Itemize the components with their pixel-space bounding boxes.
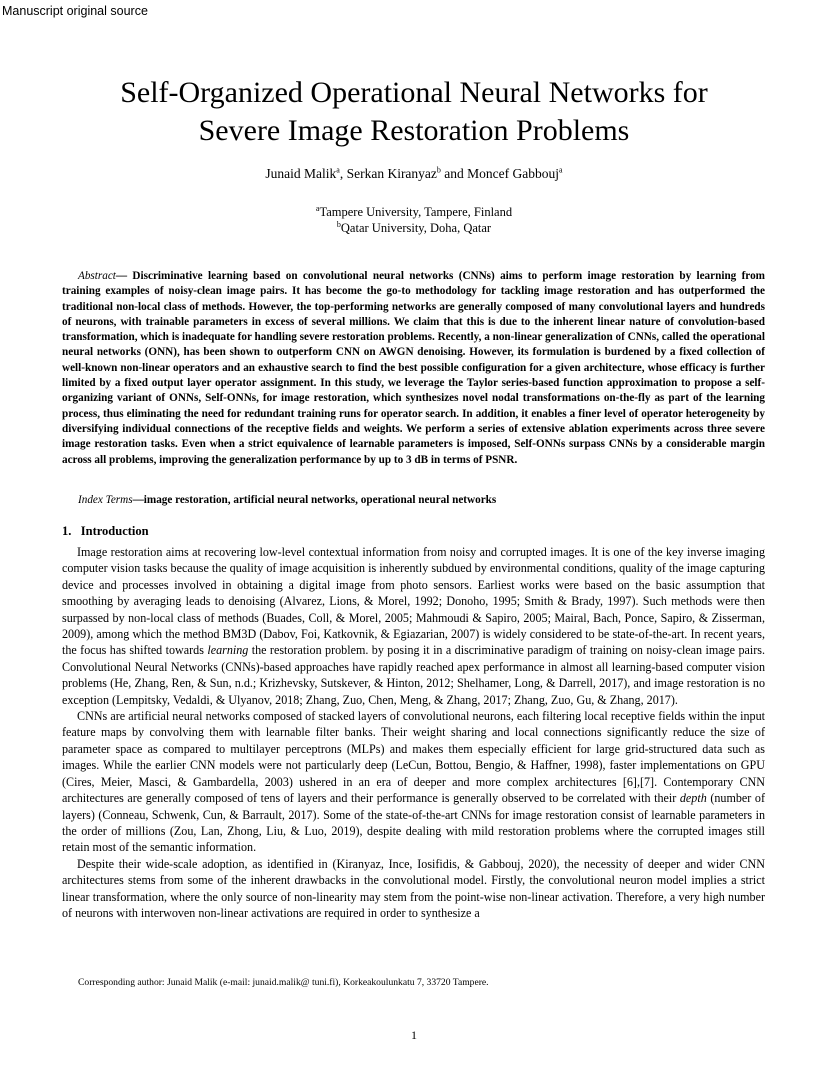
affiliation-line [60, 220, 768, 236]
index-terms [62, 493, 765, 508]
manuscript-label: Manuscript original source [2, 4, 148, 18]
author-separator: and [440, 166, 468, 181]
abstract-text: — Discriminative learning based on convolutional neural networks (CNNs) aims to perform image restoration by learning from training examples of noisy-clean image pairs. It has become the go-to methodology for tackling image restoration and has outperformed the traditional non-local class of methods. However, the top-performing networks are generally composed of many convolutional layers and hundreds of neurons, with trainable parameters in excess of several millions. We claim that this is due to the inherent linear nature of convolution-based transformation, which is inadequate for handling severe restoration problems. Recently, a non-linear generalization of CNNs, called the operational neural networks (ONN), has been shown to outperform CNN on AWGN denoising. However, its formulation is burdened by a fixed collection of well-known non-linear operators and an exhaustive search to find the best possible configuration for a given architecture, whose efficacy is further limited by a fixed output layer operator assignment. In this study, we leverage the Taylor series-based function approximation to propose a self-organizing variant of ONNs, Self-ONNs, for image restoration, which synthesizes novel nodal transformations on-the-fly as part of the learning process, thus eliminating the need for redundant training runs for operator search. In addition, it enables a finer level of operator heterogeneity by diversifying individual connections of the receptive fields and weights. We perform a series of extensive ablation experiments across three severe image restoration tasks. Even when a strict equivalence of learnable parameters is imposed, Self-ONNs surpass CNNs by a considerable margin across all problems, improving the generalization performance by up to 3 dB in terms of PSNR. [62, 270, 765, 466]
paragraph [62, 544, 765, 708]
paragraph-text: (number of layers) (Conneau, Schwenk, Cun, & Barrault, 2017). Some of the state-of-the-art CNNs for image restoration consist of learnable parameters in the order of millions (Zou, Lan, Zhong, Liu, & Luo, 2019), despite dealing with mild restoration problems where the corrupted images still retain most of the semantic information. [62, 791, 766, 855]
section-heading: 1. Introduction [62, 524, 149, 538]
author-name: Junaid Malik [265, 166, 337, 181]
affiliation-text: Qatar University, Doha, Qatar [340, 221, 492, 235]
affiliation-text: Tampere University, Tampere, Finland [319, 205, 513, 219]
index-terms-text: —image restoration, artificial neural networks, operational neural networks [132, 494, 497, 506]
affiliation-mark: a [315, 203, 320, 213]
title-line-2: Severe Image Restoration Problems [198, 114, 630, 147]
author-name: Serkan Kiranyaz [346, 166, 437, 181]
affiliation-mark: b [336, 219, 341, 229]
emphasis-text: learning [207, 643, 249, 658]
introduction-body [62, 544, 765, 921]
page-number: 1 [411, 1028, 417, 1042]
abstract-label: Abstract [78, 270, 116, 282]
title-line-1: Self-Organized Operational Neural Networks for [120, 76, 708, 109]
footnote: Corresponding author: Junaid Malik (e-mail: junaid.malik@ tuni.fi), Korkeakoulunkatu 7, 33720 Tampere. [78, 977, 489, 988]
index-terms-label: Index Terms [78, 494, 133, 506]
paragraph-text: Image restoration aims at recovering low-level contextual information from noisy and corrupted images. It is one of the key inverse imaging computer vision tasks because the quality of image acquisition is inherently subdued by environmental conditions, quality of the image capturing device and processes involved in obtaining a digital image from photo sensors. Earliest works were based on the basic assumption that smoothing by averaging leads to denoising (Alvarez, Lions, & Morel, 1992; Donoho, 1995; Smith & Brady, 1997). Such methods were then surpassed by non-local class of methods (Buades, Coll, & Morel, 2005; Mahmoudi & Sapiro, 2005; Mairal, Bach, Ponce, Sapiro, & Zisserman, 2009), among which the method BM3D (Dabov, Foi, Katkovnik, & Egiazarian, 2007) is widely considered to be state-of-the-art. In recent years, the focus has shifted towards [62, 545, 765, 658]
paragraph-text: the restoration problem. by posing it in a discriminative paradigm of training on noisy-clean image pairs. Convolutional Neural Networks (CNNs)-based approaches have rapidly reached apex performance in almost all learning-based computer vision problems (He, Zhang, Ren, & Sun, n.d.; Krizhevsky, Sutskever, & Hinton, 2012; Shelhamer, Long, & Darrell, 2017), and image restoration is no exception (Lempitsky, Vedaldi, & Ulyanov, 2018; Zhang, Zuo, Chen, Meng, & Zhang, 2017; Zhang, Zuo, Gu, & Zhang, 2017). [62, 643, 765, 707]
emphasis-text: depth [679, 791, 707, 806]
paragraph: Despite their wide-scale adoption, as identified in (Kiranyaz, Ince, Iosifidis, & Gabbouj, 2020), the necessity of deeper and wider CNN architectures stems from some of the inherent drawbacks in the convolutional model. Firstly, the convolutional neuron model implies a strict linear transformation, where the only source of non-linearity may stem from the point-wise non-linear activation. Therefore, a very high number of neurons with interwoven non-linear activations are required in order to synthesize a [62, 856, 765, 920]
paragraph [62, 708, 765, 856]
affiliations [60, 204, 768, 236]
paper-title [60, 74, 768, 150]
author-separator: , [339, 166, 347, 181]
author-affiliation-mark: a [336, 165, 340, 175]
abstract [62, 269, 765, 468]
author-name: Moncef Gabbouj [467, 166, 560, 181]
affiliation-line [60, 204, 768, 220]
author-affiliation-mark: a [559, 165, 563, 175]
author-list [60, 166, 768, 182]
author-affiliation-mark: b [436, 165, 441, 175]
paragraph-text: CNNs are artificial neural networks composed of stacked layers of convolutional neurons, each filtering local receptive fields within the input feature maps by convolving them with learnable filter banks. Their weight sharing and local connections significantly reduce the size of parameter space as compared to multilayer perceptrons (MLPs) and makes them especially efficient for large grid-structured data such as images. While the earlier CNN models were not particularly deep (LeCun, Bottou, Bengio, & Haffner, 1998), faster implementations on GPU (Cires, Meier, Masci, & Gambardella, 2003) ushered in an era of deeper and more complex architectures [6],[7]. Contemporary CNN architectures are generally composed of tens of layers and their performance is generally observed to be correlated with their [62, 709, 765, 806]
